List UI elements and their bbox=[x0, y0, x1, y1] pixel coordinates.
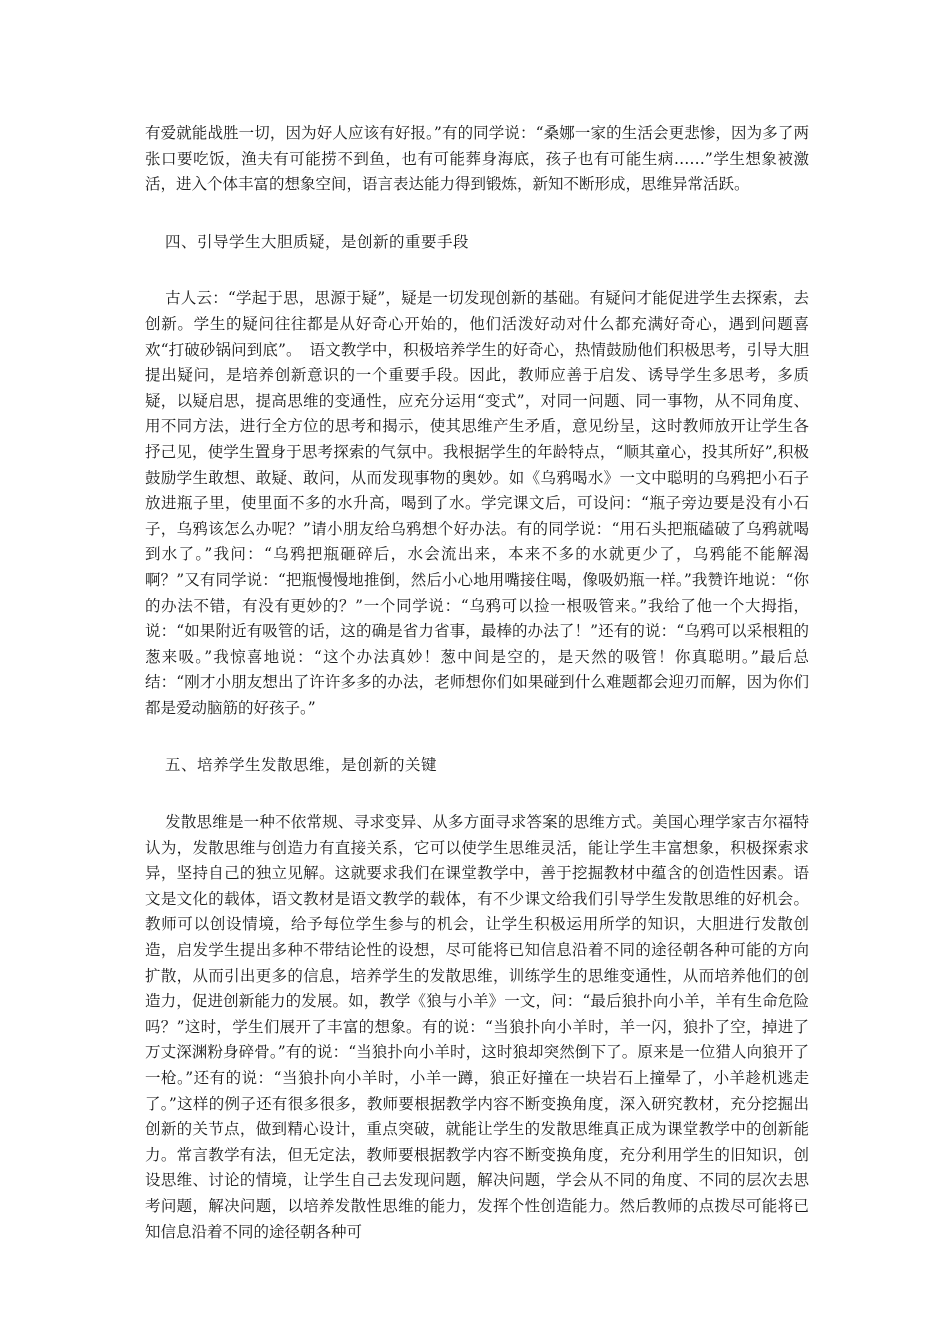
document-body bbox=[145, 121, 809, 1245]
section-heading-5: 五、培养学生发散思维，是创新的关键 bbox=[165, 756, 438, 775]
section-heading-4: 四、引导学生大胆质疑，是创新的重要手段 bbox=[165, 232, 470, 251]
paragraph-continued: 有爱就能战胜一切，因为好人应该有好报。”有的同学说：“桑娜一家的生活会更悲惨，因为多了两张口要吃饭，渔夫有可能捞不到鱼，也有可能葬身海底，孩子也有可能生病……”学生想象被激活，进入个体丰富的想象空间，语言表达能力得到锻炼，新知不断形成，思维异常活跃。 bbox=[145, 124, 809, 194]
paragraph-divergent-thinking: 发散思维是一种不依常规、寻求变异、从多方面寻求答案的思维方式。美国心理学家吉尔福特认为，发散思维与创造力有直接关系，它可以使学生思维灵活，能让学生丰富想象，积极探索求异，坚持自己的独立见解。这就要求我们在课堂教学中，善于挖掘教材中蕴含的创造性因素。语文是文化的载体，语文教材是语文教学的载体，有不少课文给我们引导学生发散思维的好机会。教师可以创设情境，给予每位学生参与的机会，让学生积极运用所学的知识，大胆进行发散创造，启发学生提出多种不带结论性的设想，尽可能将已知信息沿着不同的途径朝各种可能的方向扩散，从而引出更多的信息，培养学生的发散思维，训练学生的思维变通性，从而培养他们的创造力，促进创新能力的发展。如，教学《狼与小羊》一文，问：“最后狼扑向小羊，羊有生命危险吗？”这时，学生们展开了丰富的想象。有的说：“当狼扑向小羊时，羊一闪，狼扑了空，掉进了万丈深渊粉身碎骨。”有的说：“当狼扑向小羊时，这时狼却突然倒下了。原来是一位猎人向狼开了一枪。”还有的说：“当狼扑向小羊时，小羊一蹲，狼正好撞在一块岩石上撞晕了，小羊趁机逃走了。”这样的例子还有很多很多，教师要根据教学内容不断变换角度，深入研究教材，充分挖掘出创新的关节点，做到精心设计，重点突破，就能让学生的发散思维真正成为课堂教学中的创新能力。常言教学有法，但无定法，教师要根据教学内容不断变换角度，充分利用学生的旧知识，创设思维、讨论的情境，让学生自己去发现问题，解决问题，学会从不同的角度、不同的层次去思考问题，解决问题，以培养发散性思维的能力，发挥个性创造能力。然后教师的点拨尽可能将已知信息沿着不同的途径朝各种可 bbox=[145, 813, 809, 1241]
heading-spacer bbox=[145, 255, 809, 286]
paragraph-spacer bbox=[145, 198, 809, 230]
paragraph-spacer bbox=[145, 721, 809, 753]
heading-spacer bbox=[145, 779, 809, 810]
paragraph-questioning: 古人云：“学起于思，思源于疑”，疑是一切发现创新的基础。有疑问才能促进学生去探索，去创新。学生的疑问往往都是从好奇心开始的，他们活泼好动对什么都充满好奇心，遇到问题喜欢“打破砂锅问到底”。 语文教学中，积极培养学生的好奇心，热情鼓励他们积极思考，引导大胆提出疑问，是培养创新意识的一个重要手段。因此，教师应善于启发、诱导学生多思考，多质疑，以疑启思，提高思维的变通性，应充分运用“变式”，对同一问题、同一事物，从不同角度、用不同方法，进行全方位的思考和揭示，使其思维产生矛盾，意见纷呈，这时教师放开让学生各抒己见，使学生置身于思考探索的气氛中。我根据学生的年龄特点，“顺其童心，投其所好”,积极鼓励学生敢想、敢疑、敢问，从而发现事物的奥妙。如《乌鸦喝水》一文中聪明的乌鸦把小石子放进瓶子里，使里面不多的水升高，喝到了水。学完课文后，可设问：“瓶子旁边要是没有小石子，乌鸦该怎么办呢？”请小朋友给乌鸦想个好办法。有的同学说：“用石头把瓶磕破了乌鸦就喝到水了。”我问：“乌鸦把瓶砸碎后，水会流出来，本来不多的水就更少了，乌鸦能不能解渴啊？”又有同学说：“把瓶慢慢地推倒，然后小心地用嘴接住喝，像吸奶瓶一样。”我赞许地说：“你的办法不错，有没有更妙的？”一个同学说：“乌鸦可以捡一根吸管来。”我给了他一个大拇指，说：“如果附近有吸管的话，这的确是省力省事，最棒的办法了！”还有的说：“乌鸦可以采根粗的葱来吸。”我惊喜地说：“这个办法真妙！葱中间是空的，是天然的吸管！你真聪明。”最后总结：“刚才小朋友想出了许许多多的办法，老师想你们如果碰到什么难题都会迎刃而解，因为你们都是爱动脑筋的好孩子。” bbox=[145, 289, 809, 717]
